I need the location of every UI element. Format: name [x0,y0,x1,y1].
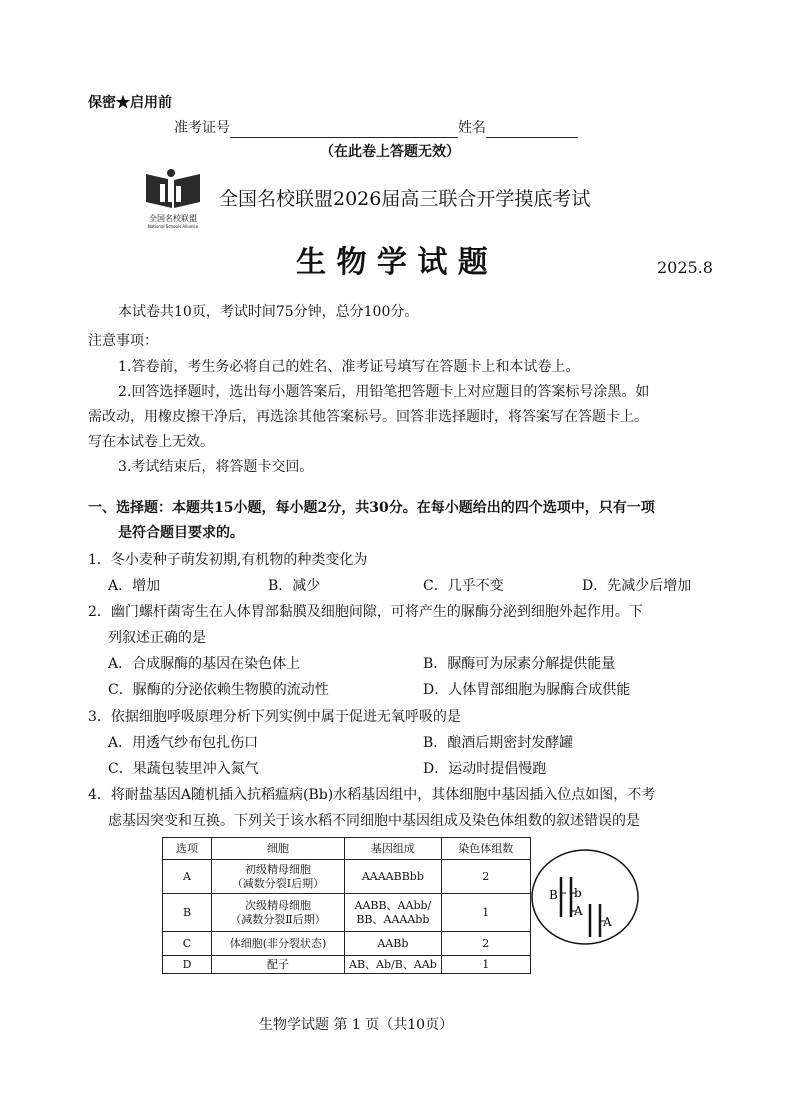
table-row [163,894,531,932]
table-cell [212,860,345,894]
intro-text: 本试卷共10页，考试时间75分钟，总分100分。 [118,304,419,320]
notice-item-2: 2.回答选择题时，选出每小题答案后，用铅笔把答题卡上对应题目的答案标号涂黑。如 [118,384,650,400]
table-header: 选项 [163,838,212,860]
question-2-option-a: A．合成脲酶的基因在染色体上 [108,656,301,672]
alliance-logo [140,166,206,230]
table-cell: AB、Ab/B、AAb [345,956,442,974]
table-cell: C [163,932,212,956]
table-row [163,956,531,974]
gene-label-B: B [549,888,558,902]
table-cell: A [163,860,212,894]
question-2-stem: 2．幽门螺杆菌寄生在人体胃部黏膜及细胞间隙，可将产生的脲酶分泌到细胞外起作用。下 [88,604,643,620]
cell-line: （减数分裂Ⅱ后期） [230,912,326,926]
question-1-option-c: C．几乎不变 [423,578,504,594]
exam-title: 全国名校联盟2026届高三联合开学摸底考试 [219,188,591,210]
cell-line: BB、AAAAbb [356,912,430,926]
name-blank[interactable] [486,123,578,138]
cell-line: AABB、AAbb/ [354,898,432,912]
table-header: 染色体组数 [441,838,530,860]
question-2-option-c: C．脲酶的分泌依赖生物膜的流动性 [108,682,329,698]
question-4-stem-cont: 虑基因突变和互换。下列关于该水稻不同细胞中基因组成及染色体组数的叙述错误的是 [108,813,640,829]
question-1-option-a: A．增加 [108,578,161,594]
cell-chromosome-diagram [530,847,642,947]
exam-date: 2025.8 [657,258,713,277]
gene-label-A2: A [603,915,612,929]
table-cell: 1 [441,956,530,974]
cell-line: 初级精母细胞 [245,862,311,876]
table-cell: 2 [441,860,530,894]
table-header: 基因组成 [345,838,442,860]
question-3-option-a: A．用透气纱布包扎伤口 [108,735,259,751]
table-cell: B [163,894,212,932]
subject-title: 生 物 学 试 题 [296,245,488,280]
gene-table [162,837,531,974]
table-cell: 1 [441,894,530,932]
notice-item-2-cont: 需改动，用橡皮擦干净后，再选涂其他答案标号。回答非选择题时，将答案写在答题卡上。 [88,409,648,425]
book-logo-icon [140,166,206,210]
exam-number-blank[interactable] [230,123,458,138]
table-cell: AAAABBbb [345,860,442,894]
exam-number-field[interactable] [174,118,578,138]
section-heading-cont: 是符合题目要求的。 [118,525,244,541]
question-1-option-d: D．先减少后增加 [582,578,692,594]
notice-item-2-end: 写在本试卷上无效。 [88,434,214,450]
gene-label-b: b [574,886,582,900]
question-4-stem: 4．将耐盐基因A随机插入抗稻瘟病(Bb)水稻基因组中，其体细胞中基因插入位点如图，不考 [88,787,656,803]
logo-text-en: National Schools Alliance [147,224,199,229]
question-1-option-b: B．减少 [268,578,321,594]
question-3-option-c: C．果蔬包装里冲入氮气 [108,761,259,777]
section-heading: 一、选择题：本题共15小题，每小题2分，共30分。在每小题给出的四个选项中，只有一项 [88,500,655,516]
question-2-stem-cont: 列叙述正确的是 [108,630,206,646]
logo-text-cn: 全国名校联盟 [149,214,197,223]
exam-number-label: 准考证号 [174,120,230,136]
table-row [163,860,531,894]
notice-item-3: 3.考试结束后，将答题卡交回。 [118,459,314,475]
confidential-label: 保密★启用前 [88,95,172,111]
gene-label-A1: A [574,904,583,918]
question-2-option-b: B．脲酶可为尿素分解提供能量 [423,656,616,672]
table-cell: 2 [441,932,530,956]
question-1-stem: 1．冬小麦种子萌发初期,有机物的种类变化为 [88,552,368,568]
question-2-option-d: D．人体胃部细胞为脲酶合成供能 [423,682,631,698]
table-cell: 配子 [212,956,345,974]
table-cell: D [163,956,212,974]
table-header: 细胞 [212,838,345,860]
cell-line: 次级精母细胞 [245,898,311,912]
notice-item-1: 1.答卷前，考生务必将自己的姓名、准考证号填写在答题卡上和本试卷上。 [118,359,580,375]
page-footer: 生物学试题 第 1 页（共10页） [259,1017,454,1033]
invalid-note: （在此卷上答题无效） [320,144,460,160]
table-cell [212,894,345,932]
notice-title: 注意事项： [88,333,158,349]
question-3-option-b: B．酿酒后期密封发酵罐 [423,735,574,751]
question-3-option-d: D．运动时提倡慢跑 [423,761,547,777]
question-3-stem: 3．依据细胞呼吸原理分析下列实例中属于促进无氧呼吸的是 [88,709,461,725]
table-cell [345,894,442,932]
cell-membrane [532,850,638,944]
cell-line: （减数分裂Ⅰ后期） [231,876,325,890]
table-row [163,932,531,956]
table-cell: 体细胞(非分裂状态) [212,932,345,956]
table-cell: AABb [345,932,442,956]
name-label: 姓名 [458,120,486,136]
